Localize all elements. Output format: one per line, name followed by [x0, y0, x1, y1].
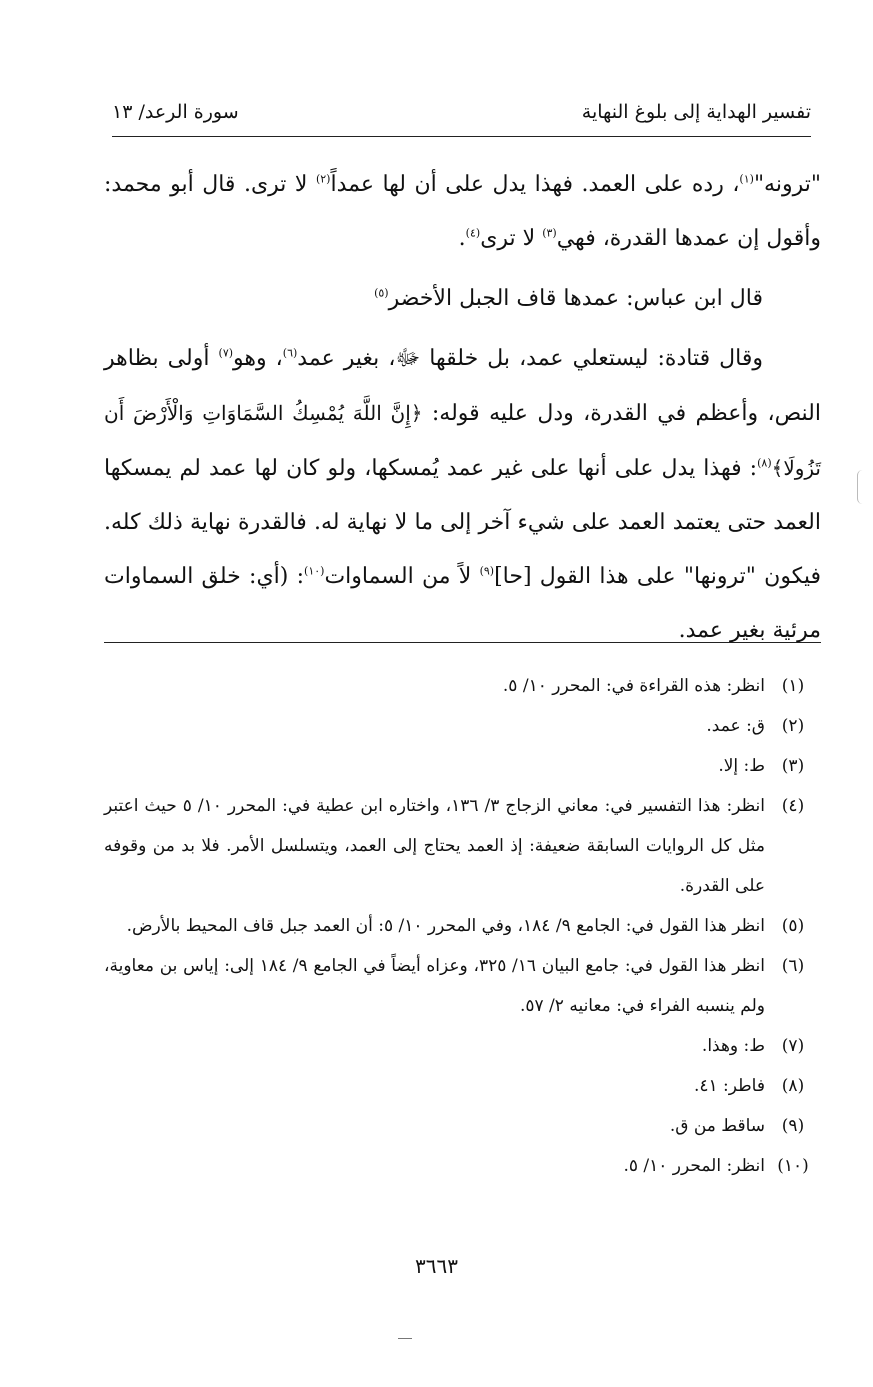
footnote-ref[interactable]: (٥) — [374, 286, 389, 300]
footnote-item — [104, 1066, 821, 1106]
footnote-item — [104, 946, 821, 1026]
book-title: تفسير الهداية إلى بلوغ النهاية — [581, 101, 811, 123]
footnote-ref[interactable]: (١٠) — [304, 564, 325, 578]
text-run: ، وهو — [233, 346, 283, 371]
footnote-text: فاطر: ٤١. — [693, 1076, 765, 1096]
footnote-text: انظر هذا القول في: الجامع ٩/ ١٨٤، وفي المحرر ١٠/ ٥: أن العمد جبل قاف المحيط بالأرض. — [126, 916, 765, 936]
running-header — [112, 94, 811, 130]
surah-page-label: سورة الرعد/ ١٣ — [112, 101, 239, 123]
bottom-dash — [398, 1338, 412, 1339]
text-run: : (أي: خلق السماوات مرئية بغير عمد. — [104, 564, 821, 643]
footnote-text: انظر هذا القول في: جامع البيان ١٦/ ٣٢٥، وعزاه أيضاً في الجامع ٩/ ١٨٤ إلى: إياس بن معاوية، ولم ينسبه الفراء في: معانيه ٢/ ٥٧. — [104, 956, 765, 1016]
paragraph-3 — [104, 332, 821, 658]
footnote-item — [104, 906, 821, 946]
text-run: وقال قتادة: ليستعلي عمد، بل خلقها ﷻ، بغير عمد — [297, 346, 763, 371]
footnote-text: ط: إلا. — [718, 756, 765, 776]
footnote-number: (١) — [781, 676, 805, 696]
footnote-ref[interactable]: (٩) — [479, 564, 495, 578]
footnote-text: ط: وهذا. — [701, 1036, 765, 1056]
text-run: "ترونه" — [753, 172, 821, 197]
footnote-number: (٧) — [781, 1036, 805, 1056]
paragraph-1 — [104, 158, 821, 266]
text-run: لا ترى. قال أبو محمد: وأقول إن عمدها القدرة، فهي — [104, 172, 821, 251]
footnote-item — [104, 1026, 821, 1066]
footnote-number: (١٠) — [777, 1156, 809, 1176]
text-run: أولى بظاهر النص، وأعظم في القدرة، ودل عليه قوله: — [104, 346, 821, 426]
footnote-ref[interactable]: (٧) — [218, 346, 234, 360]
paragraph-2 — [104, 272, 821, 326]
footnote-ref[interactable]: (٤) — [465, 226, 481, 240]
quran-verse: ﴿إِنَّ اللَّهَ يُمْسِكُ السَّمَاوَاتِ وَالْأَرْضَ أَن تَزُولَا﴾ — [104, 401, 821, 480]
footnote-item — [104, 1146, 821, 1186]
footnote-item — [104, 786, 821, 906]
text-run: ، رده على العمد. فهذا يدل على أن لها عمداً — [330, 172, 740, 197]
footnote-text: انظر: المحرر ١٠/ ٥. — [623, 1156, 765, 1176]
footnote-text: ق: عمد. — [706, 716, 765, 736]
footnote-item — [104, 1106, 821, 1146]
footnote-ref[interactable]: (٢) — [315, 172, 331, 186]
footnote-item — [104, 666, 821, 706]
text-run: . — [458, 226, 466, 251]
footnotes-list — [104, 666, 821, 1186]
text-run: لاً من السماوات — [324, 564, 480, 589]
footnote-number: (٤) — [781, 796, 805, 816]
main-text — [104, 158, 821, 664]
footnote-item — [104, 706, 821, 746]
header-rule — [112, 136, 811, 137]
footnote-number: (٣) — [781, 756, 805, 776]
footnote-item — [104, 746, 821, 786]
footnote-text: انظر: هذه القراءة في: المحرر ١٠/ ٥. — [502, 676, 765, 696]
footnote-number: (٥) — [781, 916, 805, 936]
footnote-number: (٨) — [781, 1076, 805, 1096]
text-run: لا ترى — [480, 226, 543, 251]
footnote-ref[interactable]: (١) — [739, 172, 754, 186]
footnote-number: (٢) — [781, 716, 805, 736]
footnote-number: (٦) — [781, 956, 805, 976]
footnote-text: انظر: هذا التفسير في: معاني الزجاج ٣/ ١٣٦، واختاره ابن عطية في: المحرر ١٠/ ٥ حيث اعتبر مثل كل الروايات السابقة ضعيفة: إذ العمد يحتاج إلى العمد، ويتسلسل الأمر. فلا بد من وقوفه على القدرة. — [104, 796, 765, 896]
text-run: قال ابن عباس: عمدها قاف الجبل الأخضر — [388, 286, 763, 311]
footnote-ref[interactable]: (٨) — [757, 456, 772, 470]
footnote-ref[interactable]: (٣) — [542, 226, 557, 240]
page-number: ٣٦٦٣ — [415, 1254, 458, 1278]
footnote-number: (٩) — [781, 1116, 805, 1136]
footnote-separator — [104, 642, 821, 643]
footnote-ref[interactable]: (٦) — [282, 346, 298, 360]
footnote-text: ساقط من ق. — [669, 1116, 765, 1136]
text-run: : فهذا يدل على أنها على غير عمد يُمسكها، ولو كان لها عمد لم يمسكها العمد حتى يعتمد العمد على شيء آخر إلى ما لا نهاية له. فالقدرة نهاية ذلك كله. فيكون "ترونها" على هذا القول [حا] — [104, 456, 821, 589]
margin-mark — [857, 470, 868, 504]
